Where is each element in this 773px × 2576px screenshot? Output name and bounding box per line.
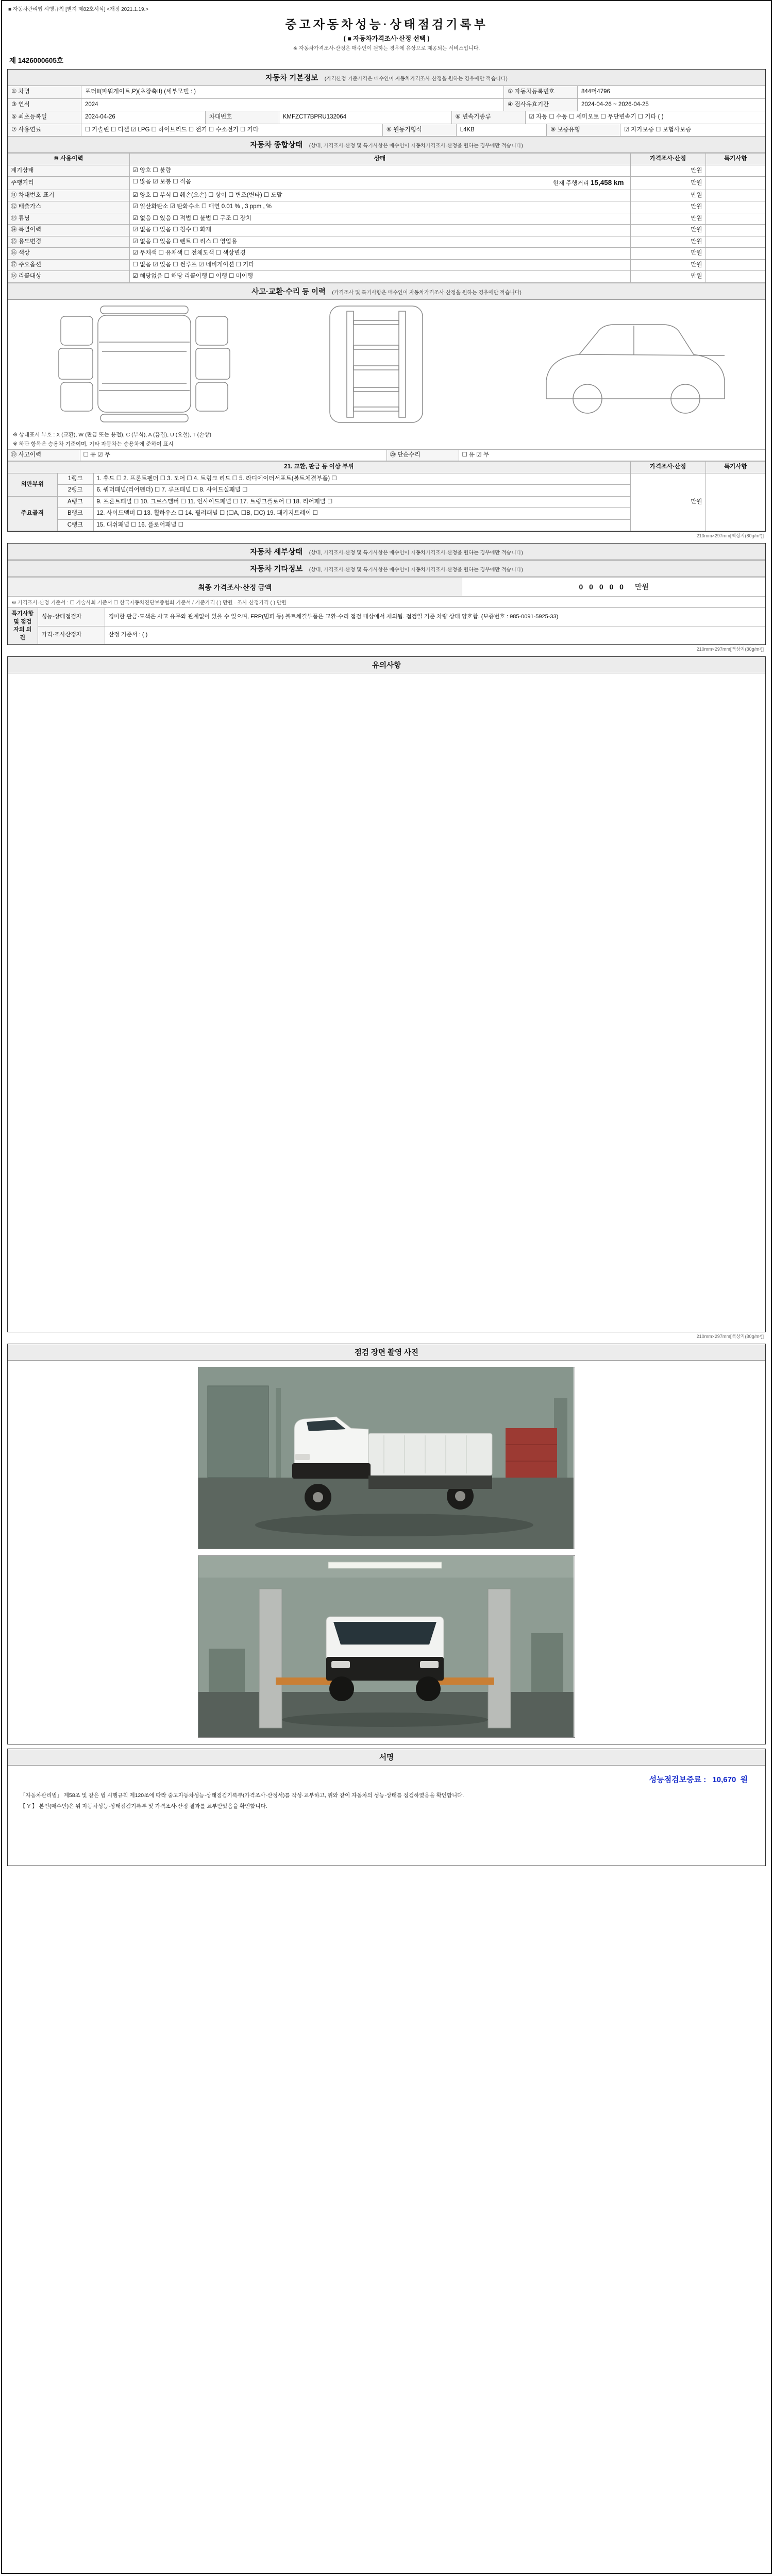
rank-label: 1랭크 bbox=[57, 473, 93, 485]
mileage-value: 15,458 km bbox=[590, 179, 624, 187]
price-cell: 만원 bbox=[630, 201, 705, 213]
basic-info-header bbox=[8, 70, 765, 86]
fee-label: 성능점검보증료 : bbox=[649, 1775, 707, 1784]
field-label: 차대번호 bbox=[205, 111, 279, 124]
basic-info-title: 자동차 기본정보 bbox=[265, 74, 318, 82]
condition-row bbox=[8, 165, 765, 177]
appraiser-opinion-row bbox=[8, 626, 765, 644]
price-appraisal-note: ※ 자동차가격조사·산정은 매수인이 원하는 경우에 유상으로 제공되는 서비스입니다. bbox=[293, 46, 480, 52]
field-label: ⑧ 원동기형식 bbox=[382, 124, 456, 137]
field-label: ⑦ 사용연료 bbox=[8, 124, 81, 137]
appraiser-opinion-text: 산정 기준서 : ( ) bbox=[105, 626, 765, 644]
overall-condition-table-wrap bbox=[8, 153, 765, 283]
accident-title: 사고·교환·수리 등 이력 bbox=[251, 287, 326, 296]
status-cell: ☑ 해당없음 ☐ 해당 리콜이행 ☐ 이행 ☐ 미이행 bbox=[129, 271, 630, 283]
field-label: ⑤ 최초등록일 bbox=[8, 111, 81, 124]
paper-spec-marker: 210mm×297mm[백상지(80g/m²)] bbox=[696, 533, 764, 539]
accident-history-table bbox=[8, 450, 765, 462]
simple-repair-label: ⑳ 단순수리 bbox=[386, 450, 459, 461]
basic-info-row bbox=[8, 111, 765, 124]
section-notice bbox=[7, 656, 766, 1332]
notice-body bbox=[8, 673, 765, 685]
overall-header-row bbox=[8, 154, 765, 165]
price-cell: 만원 bbox=[630, 177, 705, 190]
field-label: ① 차명 bbox=[8, 86, 81, 98]
note-cell bbox=[705, 165, 765, 177]
final-price-unit: 만원 bbox=[634, 583, 649, 591]
rank-group: 주요골격 bbox=[8, 496, 57, 531]
condition-row bbox=[8, 236, 765, 248]
note-cell bbox=[705, 213, 765, 225]
status-cell: ☑ 무채색 ☐ 유채색 ☐ 전체도색 ☐ 색상변경 bbox=[129, 248, 630, 260]
condition-row bbox=[8, 177, 765, 190]
accident-history-label: ⑲ 사고이력 bbox=[8, 450, 80, 461]
final-price-digits: 0 0 0 0 0 bbox=[579, 583, 626, 591]
car-damage-diagram bbox=[8, 302, 765, 427]
fee-value: 10,670 bbox=[712, 1775, 736, 1784]
field-value: 포터II(파워게이트,P)(초장축II) (세부모델 : ) bbox=[81, 86, 503, 98]
exchange-parts-header: 21. 교환, 판금 등 이상 부위 bbox=[8, 462, 630, 473]
field-label: ④ 검사유효기간 bbox=[503, 99, 577, 111]
condition-row bbox=[8, 201, 765, 213]
rank-label: A랭크 bbox=[57, 496, 93, 508]
form-reference: ■ 자동차관리법 시행규칙 [별지 제82호서식] <개정 2021.1.19.> bbox=[8, 7, 149, 12]
price-cell: 만원 bbox=[630, 236, 705, 248]
row-label: 계기상태 bbox=[8, 165, 129, 177]
price-appraisal-option: ( ■ 자동차가격조사·산정 선택 ) bbox=[343, 35, 430, 42]
rank-items: 15. 대쉬패널 ☐ 16. 플로어패널 ☐ bbox=[93, 519, 630, 531]
status-cell: ☑ 없음 ☐ 있음 ☐ 적법 ☐ 불법 ☐ 구조 ☐ 장치 bbox=[129, 213, 630, 225]
field-value: 844머4796 bbox=[577, 86, 765, 98]
price-cell: 만원 bbox=[630, 190, 705, 201]
panel-rank-table-wrap bbox=[8, 461, 765, 531]
rank-items: 12. 사이드멤버 ☐ 13. 휠하우스 ☐ 14. 필러패널 ☐ (☐A, ☐B, ☐C) 19. 패키지트레이 ☐ bbox=[93, 508, 630, 520]
price-cell: 만원 bbox=[630, 225, 705, 236]
signature-body bbox=[8, 1766, 765, 1866]
condition-row bbox=[8, 248, 765, 260]
row-label: ⑱ 리콜대상 bbox=[8, 271, 129, 283]
field-value: L4KB bbox=[456, 124, 546, 137]
note-cell bbox=[705, 225, 765, 236]
rank-items: 6. 쿼터패널(리어펜더) ☐ 7. 루프패널 ☐ 8. 사이드실패널 ☐ bbox=[93, 485, 630, 497]
signature-title: 서명 bbox=[379, 1753, 394, 1762]
notice-header bbox=[8, 657, 765, 673]
field-value: ☐ 가솔린 ☐ 디젤 ☑ LPG ☐ 하이브리드 ☐ 전기 ☐ 수소전기 ☐ 기타 bbox=[81, 124, 382, 137]
condition-row bbox=[8, 190, 765, 201]
current-mileage: 현재 주행거리 15,458 km bbox=[552, 179, 624, 187]
rank-row bbox=[8, 473, 765, 485]
page-title: 중고자동차성능·상태점검기록부 bbox=[285, 18, 488, 31]
status-cell: ☐ 없음 ☑ 있음 ☐ 썬루프 ☑ 네비게이션 ☐ 기타 bbox=[129, 259, 630, 271]
column-header: 가격조사·산정 bbox=[630, 462, 705, 473]
overall-condition-table bbox=[8, 153, 765, 283]
field-value: 2024-04-26 ~ 2026-04-25 bbox=[577, 99, 765, 111]
note-cell bbox=[705, 236, 765, 248]
final-price-row bbox=[8, 577, 765, 596]
note-cell bbox=[705, 271, 765, 283]
detail-note: (상태, 가격조사·산정 및 특기사항은 매수인이 자동차가격조사·산정을 원하는 경우에만 적습니다) bbox=[309, 550, 523, 556]
note-cell bbox=[705, 201, 765, 213]
damage-legend-line2: ※ 하단 항목은 승용차 기준이며, 기타 자동차는 승용차에 준하여 표시 bbox=[13, 440, 174, 447]
column-header: 특기사항 bbox=[705, 462, 765, 473]
price-cell: 만원 bbox=[630, 271, 705, 283]
column-header: 상태 bbox=[129, 154, 630, 165]
rank-header-row bbox=[8, 462, 765, 473]
section-basic-info bbox=[7, 69, 766, 532]
final-price-value bbox=[462, 578, 765, 596]
note-cell bbox=[705, 248, 765, 260]
paper-spec-marker: 210mm×297mm[백상지(80g/m²)] bbox=[696, 1333, 764, 1339]
overall-condition-header bbox=[8, 136, 765, 153]
etc-title: 자동차 기타정보 bbox=[250, 565, 303, 574]
basic-info-table bbox=[8, 86, 765, 136]
basic-info-row bbox=[8, 86, 765, 98]
note-cell bbox=[705, 177, 765, 190]
inspection-photo-2 bbox=[198, 1555, 575, 1738]
inspection-report-page bbox=[1, 0, 772, 2574]
note-cell bbox=[705, 190, 765, 201]
field-value: 2024 bbox=[81, 99, 503, 111]
price-cell: 만원 bbox=[630, 473, 705, 531]
row-label: ⑰ 주요옵션 bbox=[8, 259, 129, 271]
price-cell: 만원 bbox=[630, 259, 705, 271]
title-block bbox=[7, 15, 766, 52]
rank-label: C랭크 bbox=[57, 519, 93, 531]
basic-info-row bbox=[8, 98, 765, 111]
status-cell: ☑ 양호 ☐ 불량 bbox=[129, 165, 630, 177]
accident-history-value: ☐ 유 ☑ 무 bbox=[80, 450, 386, 461]
status-cell: ☑ 일산화탄소 ☑ 탄화수소 ☐ 매연 0.01 % , 3 ppm , % bbox=[129, 201, 630, 213]
simple-repair-value: ☐ 유 ☑ 무 bbox=[459, 450, 765, 461]
condition-row bbox=[8, 213, 765, 225]
overall-condition-note: (상태, 가격조사·산정 및 특기사항은 매수인이 자동차가격조사·산정을 원하는 경우에만 적습니다) bbox=[309, 143, 523, 149]
condition-row bbox=[8, 271, 765, 283]
photos-title: 점검 장면 촬영 사진 bbox=[354, 1348, 419, 1357]
price-cell: 만원 bbox=[630, 213, 705, 225]
column-header: ⑩ 사용이력 bbox=[8, 154, 129, 165]
field-value: 2024-04-26 bbox=[81, 111, 205, 124]
detail-title: 자동차 세부상태 bbox=[250, 548, 303, 557]
accident-note: (가격조사 및 특기사항은 매수인이 자동차가격조사·산정을 원하는 경우에만 적습니다) bbox=[332, 290, 522, 296]
section-signature bbox=[7, 1749, 766, 1866]
panel-rank-table bbox=[8, 461, 765, 531]
basic-info-note: (가격산정 기준가격은 매수인이 자동차가격조사·산정을 원하는 경우에만 적습니다) bbox=[324, 76, 508, 82]
field-value: ☑ 자가보증 ☐ 보험사보증 bbox=[620, 124, 765, 137]
status-cell: ☑ 양호 ☐ 부식 ☐ 훼손(오손) ☐ 상이 ☐ 변조(변타) ☐ 도말 bbox=[129, 190, 630, 201]
notice-title: 유의사항 bbox=[372, 661, 401, 670]
paper-spec-marker: 210mm×297mm[백상지(80g/m²)] bbox=[696, 646, 764, 652]
opinion-side-label: 특기사항 및 점검자의 의견 bbox=[8, 608, 38, 645]
car-damage-diagram-wrap bbox=[8, 300, 765, 450]
column-header: 가격조사·산정 bbox=[630, 154, 705, 165]
row-label: ⑪ 차대번호 표기 bbox=[8, 190, 129, 201]
field-label: ⑨ 보증유형 bbox=[546, 124, 620, 137]
inspection-fee bbox=[20, 1774, 748, 1785]
inspection-photo-1 bbox=[198, 1367, 575, 1549]
row-label: ⑬ 튜닝 bbox=[8, 213, 129, 225]
price-cell: 만원 bbox=[630, 248, 705, 260]
inspector-label: 성능·상태점검자 bbox=[38, 608, 105, 626]
row-label: 주행거리 bbox=[8, 177, 129, 190]
signature-statement-2: 【 Y 】 본인(매수인)은 위 자동차성능·상태점검기록부 및 가격조사·산정 결과를 교부받았음을 확인합니다. bbox=[20, 1803, 267, 1809]
note-cell bbox=[705, 259, 765, 271]
field-label: ② 자동차등록번호 bbox=[503, 86, 577, 98]
status-cell: ☑ 없음 ☐ 있음 ☐ 렌트 ☐ 리스 ☐ 영업용 bbox=[129, 236, 630, 248]
field-label: ③ 연식 bbox=[8, 99, 81, 111]
accident-header bbox=[8, 283, 765, 300]
signature-statement-1: 「자동차관리법」 제58조 및 같은 법 시행규칙 제120조에 따라 중고자동차성능·상태점검기록부(가격조사·산정서)를 작성·교부하고, 위와 같이 자동차의 성능·상태를 점검하였음을 확인합니다. bbox=[20, 1792, 464, 1799]
field-value: KMFZCT7BPRU132064 bbox=[279, 111, 451, 124]
field-value: ☑ 자동 ☐ 수동 ☐ 세미오토 ☐ 무단변속기 ☐ 기타 ( ) bbox=[525, 111, 765, 124]
detail-header bbox=[8, 544, 765, 560]
status-cell: ☐ 많음 ☑ 보통 ☐ 적음 현재 주행거리 15,458 km bbox=[129, 177, 630, 190]
damage-legend-line1: ※ 상태표시 부호 : X (교환), W (판금 또는 용접), C (부식), A (흠집), U (요철), T (손상) bbox=[13, 431, 211, 438]
opinion-table bbox=[8, 607, 765, 645]
row-label: ⑮ 용도변경 bbox=[8, 236, 129, 248]
final-price-basis-note: ※ 가격조사·산정 기준서 : ☐ 기술사회 기준서 ☐ 한국자동차진단보증협회 기준서 / 기준가격 ( ) 만원 · 조사·산정가격 ( ) 만원 bbox=[8, 596, 765, 607]
rank-label: B랭크 bbox=[57, 508, 93, 520]
rank-label: 2랭크 bbox=[57, 485, 93, 497]
etc-note: (상태, 가격조사·산정 및 특기사항은 매수인이 자동차가격조사·산정을 원하는 경우에만 적습니다) bbox=[309, 567, 523, 573]
photos-header bbox=[8, 1344, 765, 1361]
row-label: ⑫ 배출가스 bbox=[8, 201, 129, 213]
rank-items: 1. 후드 ☐ 2. 프론트펜더 ☐ 3. 도어 ☐ 4. 트렁크 리드 ☐ 5. 라디에이터서포트(볼트체결부품) ☐ bbox=[93, 473, 630, 485]
rank-group: 외판부위 bbox=[8, 473, 57, 496]
etc-header bbox=[8, 560, 765, 577]
appraiser-label: 가격·조사산정자 bbox=[38, 626, 105, 644]
section-photos bbox=[7, 1344, 766, 1744]
document-number: 제 1426000605호 bbox=[9, 57, 63, 64]
basic-info-row bbox=[8, 124, 765, 137]
row-label: ⑭ 특별이력 bbox=[8, 225, 129, 236]
condition-row bbox=[8, 225, 765, 236]
price-cell: 만원 bbox=[630, 165, 705, 177]
fee-unit: 원 bbox=[740, 1775, 748, 1784]
condition-row bbox=[8, 259, 765, 271]
row-label: ⑯ 색상 bbox=[8, 248, 129, 260]
field-label: ⑥ 변속기종류 bbox=[451, 111, 525, 124]
final-price-label: 최종 가격조사·산정 금액 bbox=[8, 578, 462, 596]
overall-condition-title: 자동차 종합상태 bbox=[250, 141, 303, 150]
column-header: 특기사항 bbox=[705, 154, 765, 165]
status-cell: ☑ 없음 ☐ 있음 ☐ 침수 ☐ 화재 bbox=[129, 225, 630, 236]
section-detail bbox=[7, 543, 766, 645]
inspector-opinion-text: 경미한 판금·도색은 사고 유무와 관계없이 있을 수 있으며, FRP(범퍼 등) 볼트체결부품은 교환·수리 점검 대상에서 제외됨. 점검일 기준 차량 상태 양호함. (보증번호 : 985-0091-5925-33) bbox=[105, 608, 765, 626]
signature-header bbox=[8, 1749, 765, 1766]
note-cell bbox=[705, 473, 765, 531]
rank-items: 9. 프론트패널 ☐ 10. 크로스멤버 ☐ 11. 인사이드패널 ☐ 17. 트렁크플로어 ☐ 18. 리어패널 ☐ bbox=[93, 496, 630, 508]
inspector-opinion-row bbox=[8, 608, 765, 626]
